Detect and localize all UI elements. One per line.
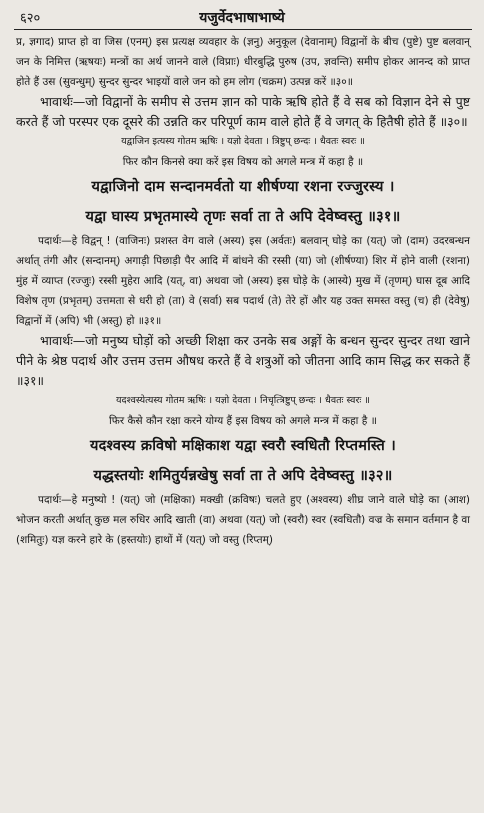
mantra-line: यदश्वस्य क्रविषो मक्षिकाश यद्वा स्वरौ स्वधितौ रिप्तमस्ति । — [90, 438, 396, 455]
mantra-line: यद्धस्तयोः शमितुर्यन्नखेषु सर्वा ता ते अपि देवेष्वस्तु ॥३२॥ — [93, 468, 393, 485]
padarth-paragraph: पदार्थः—हे विद्वन् ! (वाजिनः) प्रशस्त वेग वाले (अस्य) इस (अर्वतः) बलवान् घोड़े का (यत्) जो (दाम) उदरबन्धन अर्थात् तंगी और (सन्दानम्) अगाड़ी पिछाड़ी पैर आदि में बांधने की रस्सी (या) जो (शीर्षण्या) शिर में होने वाली (रशना) मुंह में व्याप्त (रज्जुः) रस्सी मुहेरा आदि (यत्, वा) अथवा जो (अस्य) इस घोड़े के (आस्ये) मुख में (तृणम्) घास दूब आदि विशेष तृण (प्रभृतम्) उत्तमता से धरी हो (ता) वे (सर्वा) सब पदार्थ (ते) तेरे हों और यह उक्त समस्त वस्तु (च) ही (देवेषु) विद्वानों में (अपि) भी (अस्तु) हो ॥३१॥ — [16, 235, 470, 327]
rishi-devata-line: यद्वाजिन इत्यस्य गोतम ऋषिः । यज्ञो देवता । त्रिष्टुप् छन्दः । धैवतः स्वरः ॥ — [121, 136, 365, 148]
header-rule — [14, 29, 472, 30]
mantra-intro: फिर कौन किनसे क्या करें इस विषय को अगले मन्त्र में कहा है ॥ — [122, 156, 364, 169]
page-number: ६२० — [20, 11, 41, 26]
page-header — [0, 8, 484, 28]
page-title: यजुर्वेदभाषाभाष्ये — [199, 10, 285, 26]
mantra-line: यद्वाजिनो दाम सन्दानमर्वतो या शीर्षण्या रशना रज्जुरस्य । — [91, 179, 395, 196]
padarth-paragraph: पदार्थः—हे मनुष्यो ! (यत्) जो (मक्षिका) मक्खी (क्रविषः) चलते हुए (अश्वस्य) शीघ्र जाने वाले घोड़े का (आश) भोजन करती अर्थात् कुछ मल रुधिर आदि खाती (वा) अथवा (यत्) जो (स्वरौ) स्वर (स्वधितौ) वज्र के समान वर्तमान है वा (शमितुः) यज्ञ करने हारे के (हस्तयोः) हाथों में (यत्) जो वस्तु (रिप्तम्) — [16, 494, 470, 546]
bhavarth-paragraph: भावार्थः—जो मनुष्य घोड़ों को अच्छी शिक्षा कर उनके सब अङ्गों के बन्धन सुन्दर सुन्दर तथा खाने पीने के श्रेष्ठ पदार्थ और उत्तम उत्तम औषध करते हैं वे शत्रुओं को जीतना आदि काम सिद्ध कर सकते हैं ॥३१॥ — [16, 333, 470, 389]
mantra-intro: फिर कैसे कौन रक्षा करने योग्य हैं इस विषय को अगले मन्त्र में कहा है ॥ — [109, 415, 377, 428]
padarth-paragraph: प्र, ज्ञगाद) प्राप्त हो वा जिस (एनम्) इस प्रत्यक्ष व्यवहार के (ज्ञनु) अनुकूल (देवानाम्) विद्वानों के बीच (पुष्टे) पुष्ट बलवान् जन के निमित्त (ऋषयः) मन्त्रों का अर्थ जानने वाले (विप्राः) धीरबुद्धि पुरुष (उप, ज्ञवन्ति) समीप होकर आनन्द को प्राप्त होते हैं उस (सुवन्धुम्) सुन्दर सुन्दर भाइयों वाले जन को हम लोग (चक्रम) उत्पन्न करें ॥३०॥ — [16, 36, 470, 88]
mantra-line: यद्वा घास्य प्रभृतमास्ये तृणः सर्वा ता ते अपि देवेष्वस्तु ॥३१॥ — [85, 209, 401, 226]
bhavarth-paragraph: भावार्थः—जो विद्वानों के समीप से उत्तम ज्ञान को पाके ऋषि होते हैं वे सब को विज्ञान देने से पुष्ट करते हैं जो परस्पर एक दूसरे की उन्नति कर परिपूर्ण काम वाले होते हैं वे जगत् के हितैषी होते हैं ॥३०॥ — [16, 94, 470, 130]
page-body — [16, 33, 470, 551]
rishi-devata-line: यदश्वस्येत्यस्य गोतम ऋषिः । यज्ञो देवता । निचृत्त्रिष्टुप् छन्दः । धैवतः स्वरः ॥ — [116, 395, 370, 407]
